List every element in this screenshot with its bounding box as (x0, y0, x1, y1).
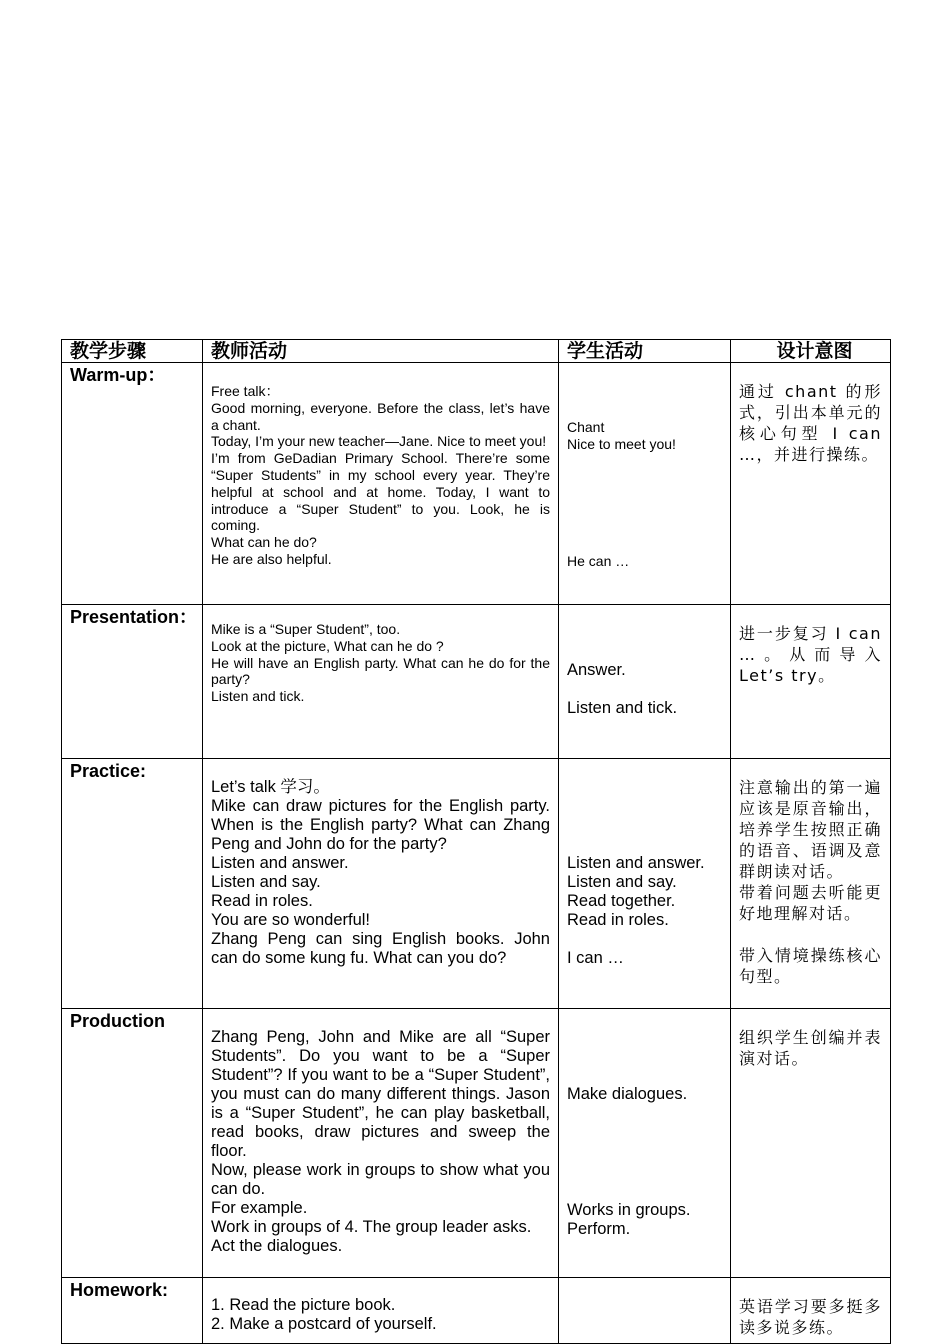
teacher-cell (203, 759, 559, 1009)
header-intent: 设计意图 (731, 340, 891, 363)
students-line: Works in groups. (567, 1201, 691, 1219)
students-line: Answer. (567, 661, 626, 679)
teacher-line: Let’s talk 学习。 (211, 778, 330, 796)
students-line: Listen and say. (567, 873, 677, 891)
step-cell: Presentation： (62, 605, 203, 759)
intent-line: 带入情境操练核心句型。 (739, 946, 882, 986)
intent-line: 通过 chant 的形式，引出本单元的核心句型 I can …，并进行操练。 (739, 382, 889, 464)
students-cell (559, 605, 731, 759)
intent-line: 注意输出的第一遍应该是原音输出，培养学生按照正确的语音、语调及意群朗读对话。 (739, 778, 882, 881)
teacher-cell (203, 1278, 559, 1344)
step-cell: Warm-up： (62, 363, 203, 605)
students-cell (559, 363, 731, 605)
table-row (62, 759, 891, 1009)
intent-line: 英语学习要多挺多读多说多练。 (739, 1297, 882, 1337)
step-cell: Homework: (62, 1278, 203, 1344)
teacher-line: Mike is a “Super Student”, too. (211, 621, 401, 637)
teacher-line: What can he do? (211, 534, 317, 551)
intent-cell (731, 1278, 891, 1344)
students-line: I can … (567, 949, 624, 967)
teacher-line: Listen and say. (211, 873, 321, 891)
table-row (62, 363, 891, 605)
teacher-cell (203, 1009, 559, 1278)
teacher-line: Now, please work in groups to show what you can do. (211, 1161, 555, 1198)
students-cell (559, 759, 731, 1009)
teacher-line: Mike can draw pictures for the English party. When is the English party? What can Zhang Peng and John do for the party? (211, 797, 555, 853)
teacher-line: For example. (211, 1199, 308, 1217)
teacher-line: Listen and answer. (211, 854, 349, 872)
table-row (62, 1278, 891, 1344)
teacher-line: Zhang Peng, John and Mike are all “Super Students”. Do you want to be a “Super Student”? If you want to be a “Super Student”, you must can do many different things. Jason is a “Super Student”, he can play basketball, read books, draw pictures and sweep the floor. (211, 1028, 555, 1160)
students-line: Chant (567, 419, 605, 435)
teacher-line: Work in groups of 4. The group leader asks. (211, 1218, 532, 1236)
header-teacher: 教师活动 (203, 340, 559, 363)
teacher-cell (203, 363, 559, 605)
intent-line: 进一步复习 I can …。从而导入 Let’s try。 (739, 624, 889, 685)
students-cell (559, 1009, 731, 1278)
header-step: 教学步骤 (62, 340, 203, 363)
teacher-line: Read in roles. (211, 892, 313, 910)
teacher-line: Free talk： (211, 383, 280, 399)
intent-cell (731, 363, 891, 605)
students-line: Make dialogues. (567, 1085, 688, 1103)
table-row (62, 1009, 891, 1278)
students-line: Read together. (567, 892, 676, 910)
teacher-line: Zhang Peng can sing English books. John can do some kung fu. What can you do? (211, 930, 555, 967)
teacher-line: 2. Make a postcard of yourself. (211, 1315, 437, 1333)
header-students: 学生活动 (559, 340, 731, 363)
teacher-cell (203, 605, 559, 759)
table-row (62, 605, 891, 759)
teacher-line: Today, I’m your new teacher—Jane. Nice to meet you! (211, 433, 547, 450)
teacher-line: Act the dialogues. (211, 1237, 343, 1255)
intent-cell (731, 605, 891, 759)
students-line: Nice to meet you! (567, 435, 676, 452)
teacher-line: Look at the picture, What can he do ? (211, 637, 444, 654)
students-cell (559, 1278, 731, 1344)
intent-line: 带着问题去听能更好地理解对话。 (739, 883, 882, 923)
students-line: Listen and answer. (567, 854, 705, 872)
lesson-plan-table (61, 339, 891, 1344)
teacher-line: I’m from GeDadian Primary School. There’re some “Super Students” in my school every year. They’re helpful at school and at home. Today, I want to introduce a “Super Student” to you. Look, he is coming. (211, 450, 554, 534)
step-cell: Practice: (62, 759, 203, 1009)
step-cell: Production (62, 1009, 203, 1278)
teacher-line: Listen and tick. (211, 688, 305, 705)
students-line: Perform. (567, 1220, 631, 1238)
students-line: He can … (567, 552, 630, 569)
teacher-line: He are also helpful. (211, 550, 332, 567)
students-line: Listen and tick. (567, 699, 678, 717)
teacher-line: Good morning, everyone. Before the class, let’s have a chant. (211, 399, 554, 433)
students-line: Read in roles. (567, 911, 669, 929)
intent-cell (731, 759, 891, 1009)
teacher-line: You are so wonderful! (211, 911, 370, 929)
teacher-line: He will have an English party. What can he do for the party? (211, 654, 554, 688)
intent-line: 组织学生创编并表演对话。 (739, 1028, 882, 1068)
teacher-line: 1. Read the picture book. (211, 1296, 396, 1314)
intent-cell (731, 1009, 891, 1278)
header-row (62, 340, 891, 363)
